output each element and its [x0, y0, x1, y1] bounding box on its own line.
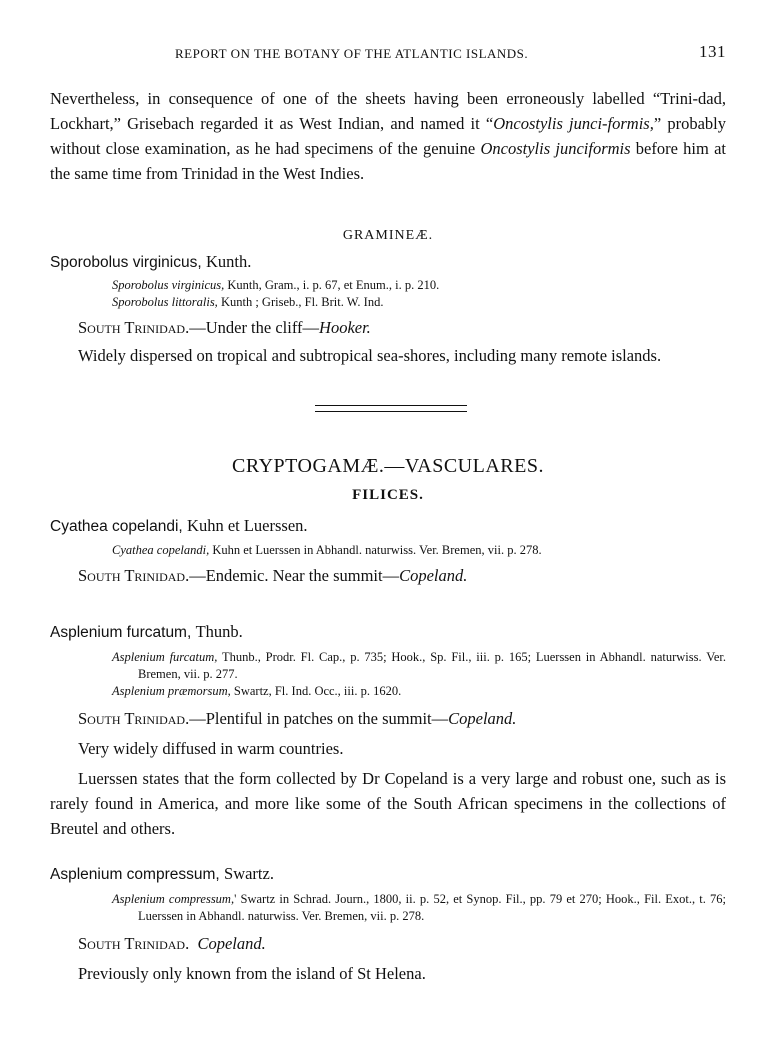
species-sporobolus: Sporobolus virginicus, Kunth. Sporobolus virginicus, Kunth, Gram., i. p. 67, et Enum., i. p. 210. Sporobolus littoralis, Kunth ; Griseb., Fl. Brit. W. Ind. South Trinidad.—Under the cliff—Hooker. Widely dispersed on tropical and subtropical sea-shores, including many remote islands.	[50, 250, 726, 369]
intro-paragraph: Nevertheless, in consequence of one of the sheets having been erroneously labelled “Trini-dad, Lockhart,” Grisebach regarded it as West Indian, and named it “Oncostylis junci-formis,” probably without close examination, as he had specimens of the genuine Oncostylis junciformis before him at the same time from Trinidad in the West Indies.	[50, 89, 727, 183]
locality: South Trinidad.	[78, 566, 190, 585]
species-authority: Thunb.	[195, 622, 243, 641]
species-cyathea: Cyathea copelandi, Kuhn et Luerssen. Cyathea copelandi, Kuhn et Luerssen in Abhandl. naturwiss. Ver. Bremen, vii. p. 278. South Trinidad.—Endemic. Near the summit—Copeland.	[50, 516, 542, 585]
species-name: Asplenium compressum,	[50, 866, 220, 883]
species-authority: Kunth.	[205, 252, 252, 271]
distribution-note: Previously only known from the island of St Helena.	[78, 964, 426, 983]
collector: Hooker.	[319, 318, 371, 337]
species-name: Cyathea copelandi,	[50, 518, 183, 535]
species-name: Asplenium furcatum,	[50, 624, 192, 641]
order-heading-filices: FILICES.	[352, 487, 424, 503]
locality: South Trinidad.	[78, 318, 190, 337]
section-heading-cryptogamae: CRYPTOGAMÆ.—VASCULARES.	[232, 455, 544, 477]
running-title: REPORT ON THE BOTANY OF THE ATLANTIC ISLANDS.	[175, 46, 529, 61]
collector: Copeland.	[448, 709, 517, 728]
luerssen-note: Luerssen states that the form collected by Dr Copeland is a very large and robust one, such as is rarely found in America, and more like some of the South African specimens in the collections of Breutel and others.	[50, 769, 726, 838]
distribution-note: Very widely diffused in warm countries.	[78, 739, 344, 758]
collector: Copeland.	[197, 934, 266, 953]
family-heading-gramineae: GRAMINEÆ.	[342, 228, 434, 243]
collector: Copeland.	[399, 566, 468, 585]
locality: South Trinidad.	[78, 709, 190, 728]
page-number: 131	[699, 42, 726, 61]
locality: South Trinidad.	[78, 934, 190, 953]
distribution-note: Widely dispersed on tropical and subtropical sea-shores, including many remote islands.	[78, 346, 662, 365]
section-divider-rule	[315, 405, 467, 412]
species-asplenium-furcatum: Asplenium furcatum, Thunb. Asplenium furcatum, Thunb., Prodr. Fl. Cap., p. 735; Hook., Sp. Fil., iii. p. 165; Luerssen in Abhandl. naturwiss. Ver. Bremen, vii. p. 277. Asplenium præmorsum, Swartz, Fl. Ind. Occ., iii. p. 1620. South Trinidad.—Plentiful in patches on the summit—Copeland. Very widely diffused in warm countries. Luerssen states that the form collected by Dr Copeland is a very large and robust one, such as is rarely found in America, and more like some of the South African specimens in the collections of Breutel and others.	[50, 620, 726, 841]
species-name: Sporobolus virginicus,	[50, 254, 202, 271]
species-authority: Kuhn et Luerssen.	[187, 516, 308, 535]
species-asplenium-compressum: Asplenium compressum, Swartz. Asplenium compressum,' Swartz in Schrad. Journ., 1800, ii. p. 52, et Synop. Fil., pp. 79 et 270; Hook., Fil. Exot., t. 76; Luerssen in Abhandl. naturwiss. Ver. Bremen, vii. p. 278. South Trinidad. Copeland. Previously only known from the island of St Helena.	[50, 862, 726, 987]
species-authority: Swartz.	[224, 864, 274, 883]
running-header	[50, 42, 726, 66]
